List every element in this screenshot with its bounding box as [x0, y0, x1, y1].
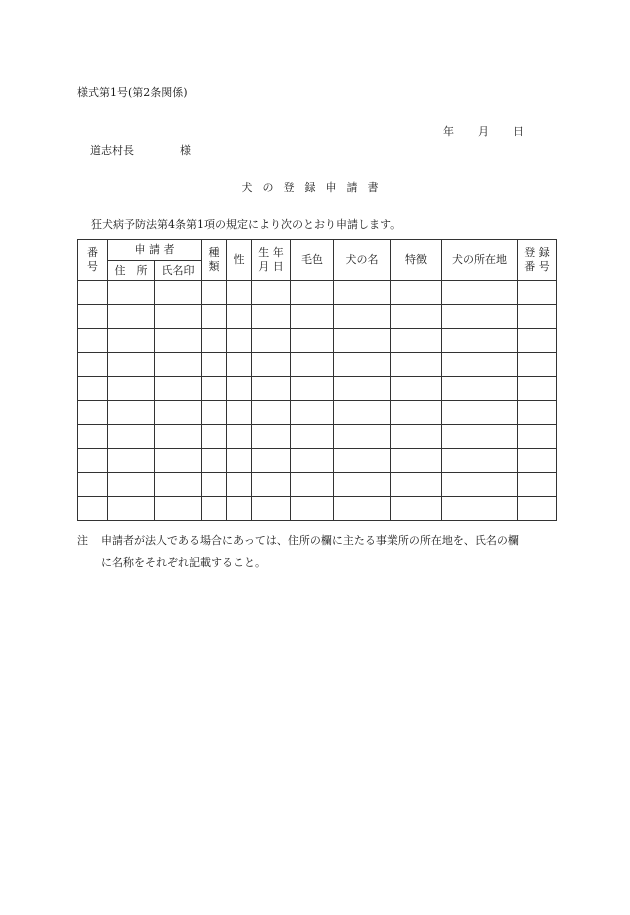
cell-name-seal: [155, 497, 202, 521]
cell-dog-name: [334, 305, 391, 329]
cell-address: [108, 449, 155, 473]
cell-features: [391, 305, 442, 329]
document-title: 犬の登録申請書: [241, 181, 389, 194]
date-line: [443, 123, 524, 139]
cell-dog-name: [334, 473, 391, 497]
cell-name-seal: [155, 281, 202, 305]
cell-birthdate: [252, 497, 291, 521]
cell-birthdate: [252, 377, 291, 401]
table-row: [78, 281, 557, 305]
cell-dog-name: [334, 377, 391, 401]
cell-features: [391, 449, 442, 473]
cell-number: [78, 353, 108, 377]
cell-location: [442, 281, 518, 305]
footnote-line-2: に名称をそれぞれ記載すること。: [101, 556, 266, 569]
cell-dog-name: [334, 449, 391, 473]
cell-birthdate: [252, 329, 291, 353]
cell-dog-name: [334, 281, 391, 305]
cell-dog-name: [334, 353, 391, 377]
table-body: [78, 281, 557, 521]
cell-number: [78, 329, 108, 353]
cell-name-seal: [155, 401, 202, 425]
cell-birthdate: [252, 425, 291, 449]
cell-features: [391, 353, 442, 377]
cell-address: [108, 425, 155, 449]
addressee-name: 道志村長: [90, 144, 134, 157]
cell-name-seal: [155, 329, 202, 353]
footnote-mark: 注: [77, 534, 88, 547]
table-row: [78, 473, 557, 497]
cell-sex: [227, 305, 252, 329]
cell-birthdate: [252, 449, 291, 473]
cell-features: [391, 473, 442, 497]
registration-table: [77, 239, 557, 521]
cell-sex: [227, 449, 252, 473]
cell-kind: [202, 353, 227, 377]
cell-features: [391, 377, 442, 401]
cell-location: [442, 473, 518, 497]
cell-dog-name: [334, 497, 391, 521]
cell-location: [442, 497, 518, 521]
cell-address: [108, 377, 155, 401]
cell-kind: [202, 473, 227, 497]
cell-registration-number: [518, 281, 557, 305]
date-year-label: 年: [443, 125, 454, 138]
cell-registration-number: [518, 473, 557, 497]
cell-registration-number: [518, 329, 557, 353]
table-row: [78, 401, 557, 425]
cell-dog-name: [334, 401, 391, 425]
cell-registration-number: [518, 497, 557, 521]
cell-coat-color: [291, 449, 334, 473]
cell-name-seal: [155, 377, 202, 401]
header-applicant: 申 請 者: [108, 240, 202, 261]
cell-sex: [227, 401, 252, 425]
header-birthdate: 生 年 月 日: [252, 240, 291, 281]
header-name-seal: 氏名印: [155, 261, 202, 281]
header-registration-number: 登 録 番 号: [518, 240, 557, 281]
cell-coat-color: [291, 281, 334, 305]
cell-number: [78, 425, 108, 449]
cell-location: [442, 329, 518, 353]
footnote: [77, 530, 557, 574]
cell-birthdate: [252, 353, 291, 377]
cell-birthdate: [252, 473, 291, 497]
form-number: 様式第1号(第2条関係): [77, 86, 188, 99]
footnote-line-1: 申請者が法人である場合にあっては、住所の欄に主たる事業所の所在地を、氏名の欄: [101, 534, 519, 547]
cell-kind: [202, 401, 227, 425]
cell-number: [78, 305, 108, 329]
cell-dog-name: [334, 329, 391, 353]
cell-dog-name: [334, 425, 391, 449]
cell-registration-number: [518, 425, 557, 449]
cell-address: [108, 281, 155, 305]
table-row: [78, 353, 557, 377]
addressee: [90, 142, 191, 158]
cell-sex: [227, 377, 252, 401]
cell-coat-color: [291, 401, 334, 425]
cell-coat-color: [291, 305, 334, 329]
cell-sex: [227, 329, 252, 353]
cell-features: [391, 497, 442, 521]
cell-name-seal: [155, 305, 202, 329]
date-month-label: 月: [478, 125, 489, 138]
header-location: 犬の所在地: [442, 240, 518, 281]
cell-coat-color: [291, 425, 334, 449]
cell-coat-color: [291, 473, 334, 497]
cell-kind: [202, 449, 227, 473]
header-kind: 種 類: [202, 240, 227, 281]
cell-address: [108, 305, 155, 329]
cell-kind: [202, 281, 227, 305]
cell-coat-color: [291, 497, 334, 521]
cell-address: [108, 353, 155, 377]
cell-sex: [227, 281, 252, 305]
cell-sex: [227, 353, 252, 377]
cell-number: [78, 473, 108, 497]
cell-location: [442, 353, 518, 377]
cell-number: [78, 281, 108, 305]
cell-features: [391, 401, 442, 425]
cell-registration-number: [518, 401, 557, 425]
cell-address: [108, 329, 155, 353]
header-number: 番 号: [78, 240, 108, 281]
cell-registration-number: [518, 449, 557, 473]
cell-name-seal: [155, 425, 202, 449]
header-features: 特徴: [391, 240, 442, 281]
cell-coat-color: [291, 329, 334, 353]
table-row: [78, 329, 557, 353]
header-coat-color: 毛色: [291, 240, 334, 281]
cell-kind: [202, 497, 227, 521]
cell-location: [442, 401, 518, 425]
table-row: [78, 449, 557, 473]
cell-sex: [227, 473, 252, 497]
cell-birthdate: [252, 281, 291, 305]
cell-registration-number: [518, 305, 557, 329]
cell-name-seal: [155, 353, 202, 377]
cell-number: [78, 377, 108, 401]
cell-coat-color: [291, 377, 334, 401]
cell-number: [78, 401, 108, 425]
cell-sex: [227, 497, 252, 521]
header-address: 住 所: [108, 261, 155, 281]
cell-birthdate: [252, 305, 291, 329]
cell-registration-number: [518, 377, 557, 401]
cell-kind: [202, 305, 227, 329]
cell-location: [442, 305, 518, 329]
table-row: [78, 425, 557, 449]
cell-sex: [227, 425, 252, 449]
cell-location: [442, 449, 518, 473]
cell-features: [391, 329, 442, 353]
cell-features: [391, 425, 442, 449]
cell-address: [108, 401, 155, 425]
cell-registration-number: [518, 353, 557, 377]
cell-number: [78, 497, 108, 521]
cell-kind: [202, 425, 227, 449]
intro-text: 狂犬病予防法第4条第1項の規定により次のとおり申請します。: [91, 218, 402, 231]
header-dog-name: 犬の名: [334, 240, 391, 281]
addressee-honorific: 様: [180, 144, 191, 157]
cell-name-seal: [155, 473, 202, 497]
cell-birthdate: [252, 401, 291, 425]
table-row: [78, 377, 557, 401]
cell-number: [78, 449, 108, 473]
cell-location: [442, 377, 518, 401]
cell-name-seal: [155, 449, 202, 473]
table-row: [78, 305, 557, 329]
cell-kind: [202, 377, 227, 401]
cell-coat-color: [291, 353, 334, 377]
cell-location: [442, 425, 518, 449]
cell-features: [391, 281, 442, 305]
date-day-label: 日: [513, 125, 524, 138]
cell-kind: [202, 329, 227, 353]
cell-address: [108, 473, 155, 497]
header-sex: 性: [227, 240, 252, 281]
cell-address: [108, 497, 155, 521]
table-row: [78, 497, 557, 521]
